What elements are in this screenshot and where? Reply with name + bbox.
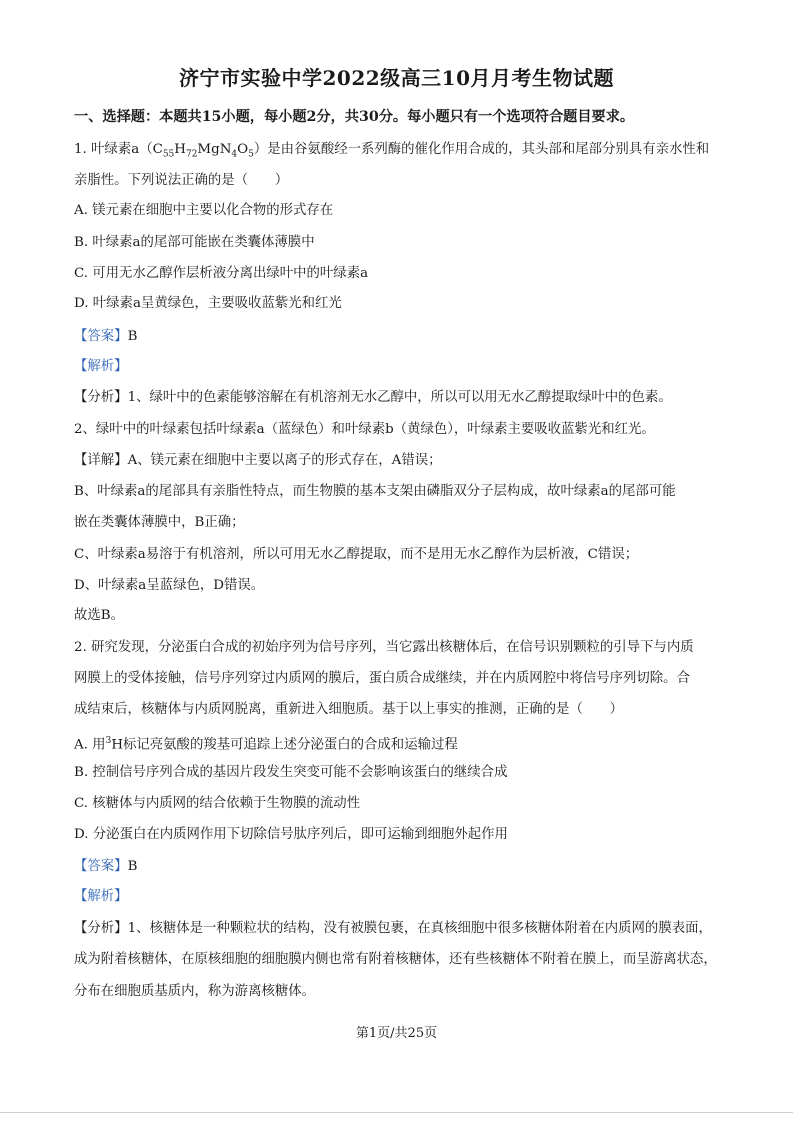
q1-option-d: D. 叶绿素a呈黄绿色，主要吸收蓝紫光和红光 [74, 296, 342, 311]
q2-stem-line-2: 网膜上的受体接触，信号序列穿过内质网的膜后，蛋白质合成继续，并在内质网腔中将信号序列切除。合 [74, 671, 690, 686]
q1-xiangjie-1: 【详解】A、镁元素在细胞中主要以离子的形式存在，A错误； [74, 453, 442, 468]
q2-answer [74, 858, 137, 876]
q2-fenxi-3: 分布在细胞质基质内，称为游离核糖体。 [74, 984, 316, 999]
answer-value: B [127, 329, 138, 344]
q1-stem-line-2: 亲脂性。下列说法正确的是（ ） [74, 173, 289, 188]
q1-option-a: A. 镁元素在细胞中主要以化合物的形式存在 [74, 203, 334, 218]
answer-tag: 【答案】 [74, 329, 128, 344]
q1-conclusion: 故选B。 [74, 608, 125, 623]
page-footer: 第1页/共25页 [355, 1026, 438, 1041]
page-title: 济宁市实验中学2022级高三10月月考生物试题 [179, 66, 614, 90]
q2-stem-line-1: 2. 研究发现，分泌蛋白合成的初始序列为信号序列，当它露出核糖体后，在信号识别颗粒的引导下与内质 [74, 640, 694, 655]
q2-option-c: C. 核糖体与内质网的结合依赖于生物膜的流动性 [74, 796, 361, 811]
q1-fenxi-2: 2、绿叶中的叶绿素包括叶绿素a（蓝绿色）和叶绿素b（黄绿色），叶绿素主要吸收蓝紫光和红光。 [74, 422, 655, 437]
q1-option-b: B. 叶绿素a的尾部可能嵌在类囊体薄膜中 [74, 235, 315, 250]
q2-analysis-tag: 【解析】 [74, 889, 128, 904]
q1-xiangjie-2: B、叶绿素a的尾部具有亲脂性特点，而生物膜的基本支架由磷脂双分子层构成，故叶绿素a的尾部可能 [74, 484, 676, 499]
q1-fenxi-1: 【分析】1、绿叶中的色素能够溶解在有机溶剂无水乙醇中，所以可以用无水乙醇提取绿叶中的色素。 [74, 390, 672, 405]
q2-stem-line-3: 成结束后，核糖体与内质网脱离，重新进入细胞质。基于以上事实的推测，正确的是（ ） [74, 702, 624, 717]
q2-fenxi-2: 成为附着核糖体，在原核细胞的细胞膜内侧也常有附着核糖体，还有些核糖体不附着在膜上，而呈游离状态， [74, 952, 717, 967]
q2-option-b: B. 控制信号序列合成的基因片段发生突变可能不会影响该蛋白的继续合成 [74, 765, 508, 780]
answer-tag: 【答案】 [74, 859, 128, 874]
q1-answer [74, 328, 137, 346]
q2-option-a: A. 用$^3$H标记亮氨酸的羧基可追踪上述分泌蛋白的合成和运输过程 [74, 736, 458, 753]
q1-xiangjie-3: 嵌在类囊体薄膜中，B正确； [74, 515, 245, 530]
q1-analysis-tag: 【解析】 [74, 359, 128, 374]
q1-xiangjie-5: D、叶绿素a呈蓝绿色，D错误。 [74, 578, 265, 593]
q1-option-c: C. 可用无水乙醇作层析液分离出绿叶中的叶绿素a [74, 266, 369, 281]
q2-option-d: D. 分泌蛋白在内质网作用下切除信号肽序列后，即可运输到细胞外起作用 [74, 827, 508, 842]
q1-stem-line-1: 1. 叶绿素$a(C_{55}H_{72}MgN_4O_5)$是由谷氨酸经一系列酶的催化作用合成的，其头部和尾部分别具有亲水性和 [74, 142, 710, 160]
bottom-divider [0, 1112, 793, 1113]
q1-xiangjie-4: C、叶绿素a易溶于有机溶剂，所以可用无水乙醇提取，而不是用无水乙醇作为层析液，C错误； [74, 547, 639, 562]
answer-value: B [127, 859, 138, 874]
q2-fenxi-1: 【分析】1、核糖体是一种颗粒状的结构，没有被膜包裹，在真核细胞中很多核糖体附着在内质网的膜表面， [74, 921, 712, 936]
section-heading: 一、选择题：本题共15小题，每小题2分，共30分。每小题只有一个选项符合题目要求。 [74, 109, 635, 125]
